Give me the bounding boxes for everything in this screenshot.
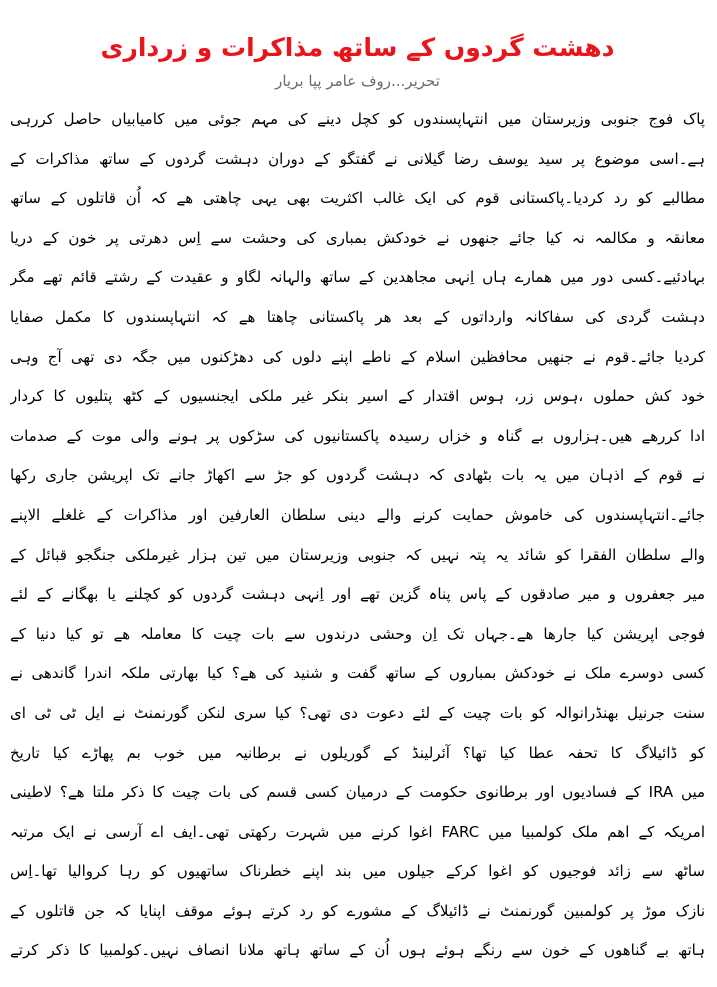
body-line: ادا کررھے ھیں۔ہزاروں بے گناہ و خزاں رسیدہ پاکستانیوں کی سڑکوں پر ہونے والی موت کے صدمات — [10, 426, 705, 445]
body-line: فوجی اپریشن کیا جارھا ھے۔جہاں تک اِن وحشی درندوں سے بات چیت کا معاملہ ھے تو کیا دنیا کے — [10, 624, 705, 643]
body-line: خود کش حملوں ،ہوس زر، ہوس اقتدار کے اسیر بنکر غیر ملکی ایجنسیوں کے کٹھ پتلیوں کا کردار — [10, 387, 705, 406]
body-line: نے قوم کے اذہان میں یہ بات بٹھادی کہ دہشت گردوں کو جڑ سے اکھاڑ جانے تک اپریشن جاری رکھا — [10, 466, 705, 485]
body-line: جائے۔انتہاپسندوں کی خاموش حمایت کرنے والے دینی سلطان العارفین اور مذاکرات کے غلغلے الاپنے — [10, 505, 705, 524]
article-body — [10, 100, 705, 971]
body-line: دہشت گردی کی سفاکانہ وارداتوں کے بعد ھر پاکستانی چاھتا ھے کہ انتہاپسندوں کا مکمل صفایا — [10, 307, 705, 326]
article-title: دهشت گردوں کے ساتھ مذاکرات و زرداری — [100, 33, 615, 62]
body-line: کسی دوسرے ملک نے خودکش بمباروں کے ساتھ گفت و شنید کی ھے؟ کیا بھارتی ملکہ اندرا گاندھی نے — [10, 664, 705, 683]
body-line: امریکہ کے اھم ملک کولمبیا میں FARC اغوا کرنے میں شہرت رکھتی تھی۔ایف اے آرسی نے ایک مرتبہ — [10, 822, 705, 841]
body-line: ہے۔اسی موضوع پر سید یوسف رضا گیلانی نے گفتگو کے دوران دہشت گردوں کے ساتھ مذاکرات کے — [10, 149, 705, 168]
body-line: معانقہ و مکالمہ نہ کیا جائے جنھوں نے خودکش بمباری کی وحشت سے اِس دھرتی پر خون کے دریا — [10, 228, 705, 247]
body-line: ساٹھ سے زائد فوجیوں کو اغوا کرکے جیلوں میں بند اپنے خطرناک ساتھیوں کو رہا کروالیا تھا۔اِس — [10, 862, 705, 881]
body-line: میں IRA کے فسادیوں اور برطانوی حکومت کے درمیان کسی قسم کی بات چیت کا ذکر ملتا ھے؟ لاطینی — [10, 783, 705, 802]
body-line: ہاتھ بے گناھوں کے خون سے رنگے ہوئے ہوں اُن کے ساتھ ہاتھ ملانا انصاف نہیں۔کولمبیا کا ذکر کرتے — [10, 941, 705, 960]
body-line: میر جعفروں و میر صادقوں کے پاس پناہ گزین تھے اور اِنہی دہشت گردوں کو کچلنے یا بھگانے کے لئے — [10, 585, 705, 604]
body-line: سنت جرنیل بھنڈرانوالہ کو بات چیت کے لئے دعوت دی تھی؟ کیا سری لنکن گورنمنٹ نے ایل ٹی ٹی ای — [10, 703, 705, 722]
body-line: نازک موڑ پر کولمبین گورنمنٹ نے ڈائیلاگ کے مشورے کو رد کرتے ہوئے موقف اپنایا کہ جن قاتلوں کے — [10, 901, 705, 920]
body-line: بہادئیے۔کسی دور میں ھمارے ہاں اِنہی مجاھدین کے ساتھ والہانہ لگاو و عقیدت کے رشتے قائم تھے مگر — [10, 268, 705, 287]
body-line: والے سلطان الفقرا کو شائد یہ پتہ نہیں کہ جنوبی وزیرستان میں تین ہزار غیرملکی جنگجو قبائل کے — [10, 545, 705, 564]
body-line: کو ڈائیلاگ کا تحفہ عطا کیا تھا؟ آئرلینڈ کے گوریلوں نے برطانیہ میں خوب بم پھاڑے کیا تاریخ — [10, 743, 705, 762]
body-line: کردیا جائے۔قوم نے جنھیں محافظین اسلام کے ناطے اپنے دلوں کی دھڑکنوں میں جگہ دی تھی آج وہی — [10, 347, 705, 366]
body-line: مطالبے کو رد کردیا۔پاکستانی قوم کی ایک غالب اکثریت بھی یہی چاھتی ھے کہ اُن قاتلوں کے ساتھ — [10, 189, 705, 208]
article-byline: تحریر...روف عامر پپا بریار — [275, 72, 440, 90]
body-line: پاک فوج جنوبی وزیرستان میں انتہاپسندوں کو کچل دینے کی مہم جوئی میں کامیابیاں حاصل کررہی — [10, 110, 705, 128]
